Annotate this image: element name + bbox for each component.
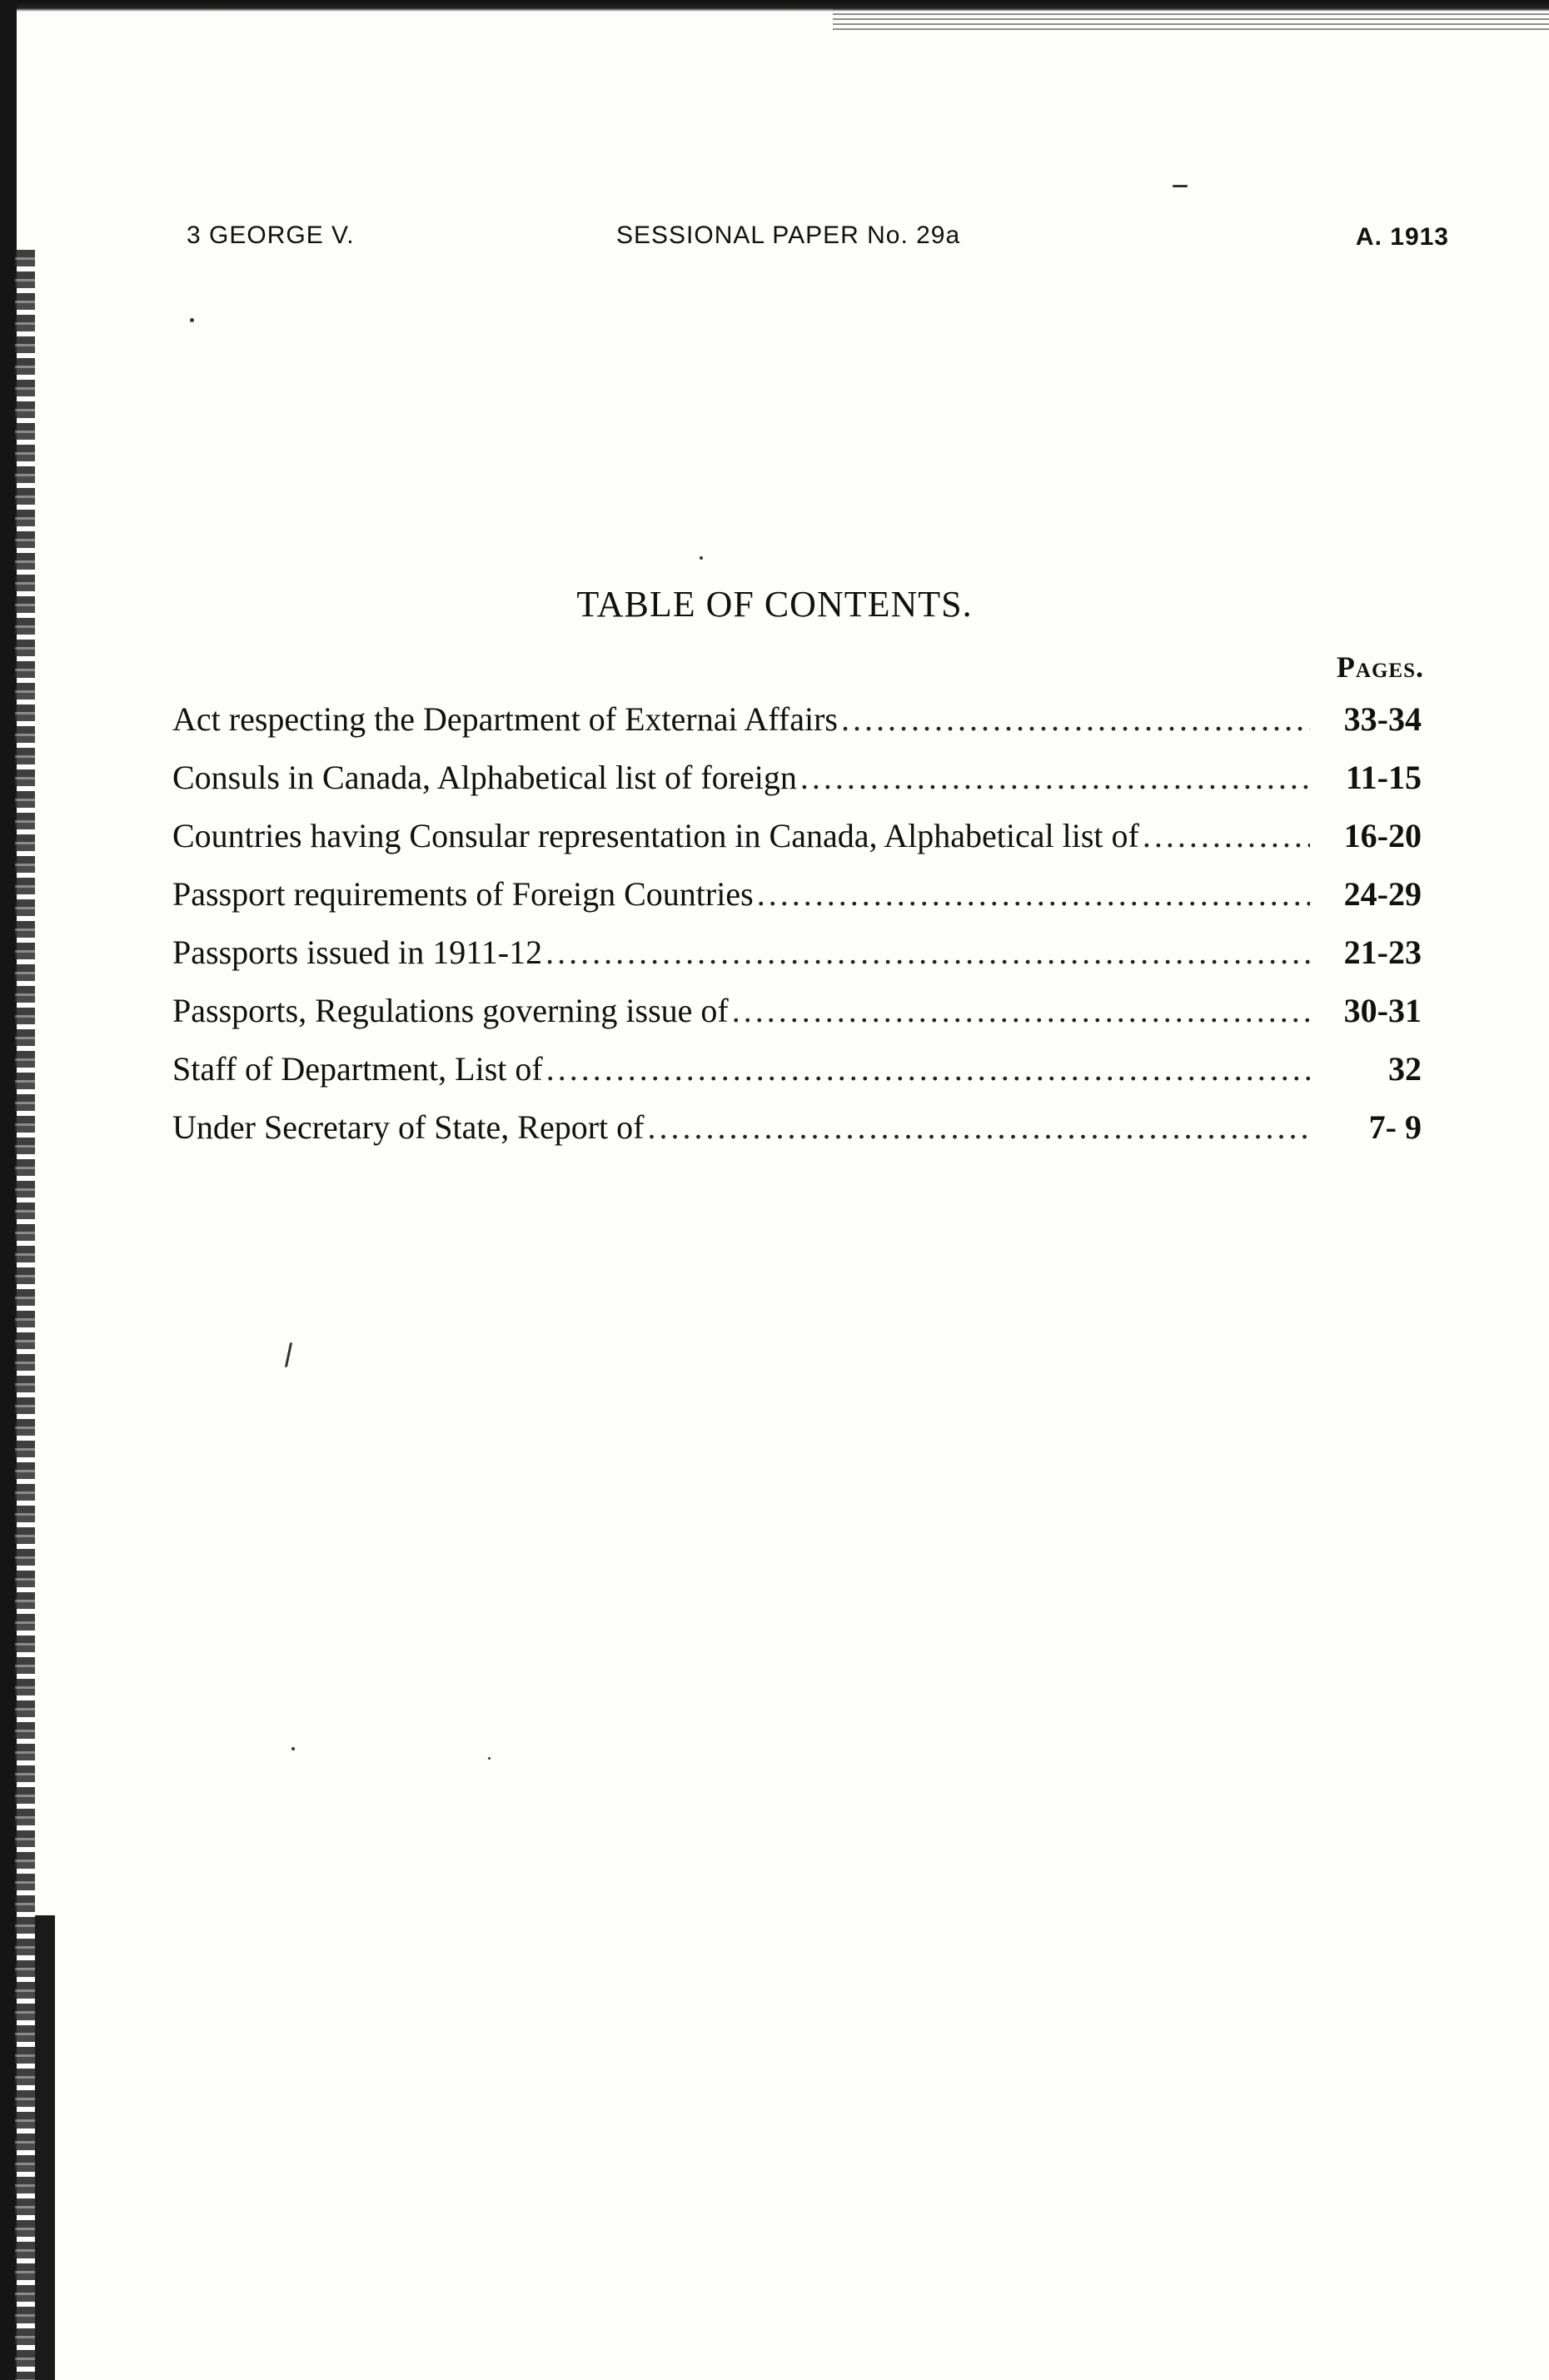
scan-speck [700,556,703,560]
page-title: TABLE OF CONTENTS. [576,584,973,625]
toc-entry-pages: 33-34 [1343,700,1422,738]
scan-speck [1173,185,1188,187]
toc-list [172,700,1422,1166]
dot-leader [545,933,1310,972]
toc-entry-title: Passports issued in 1911-12 [172,934,543,971]
toc-entry-pages: 16-20 [1343,817,1422,854]
scan-speck [488,1757,491,1760]
toc-entry-pages: 30-31 [1343,992,1422,1029]
scan-left-edge [0,0,17,2380]
dot-leader [1143,816,1310,855]
dot-leader [546,1049,1310,1088]
toc-entry [172,1108,1422,1166]
scan-speck [285,1342,292,1367]
scan-top-edge-fade [833,8,1549,33]
dot-leader [841,700,1310,739]
scan-speck [291,1747,295,1750]
running-head-regnal-year: 3 GEORGE V. [187,222,355,249]
toc-entry-pages: 11-15 [1345,759,1422,796]
toc-entry [172,700,1422,758]
dot-leader [732,991,1310,1030]
dot-leader [800,758,1310,797]
scan-left-edge-bottom [35,1915,55,2380]
toc-entry-pages: 21-23 [1343,934,1422,971]
toc-entry-title: Passport requirements of Foreign Countries [172,875,754,913]
toc-entry-title: Under Secretary of State, Report of [172,1108,645,1146]
dot-leader [647,1108,1310,1147]
toc-entry-title: Staff of Department, List of [172,1050,543,1088]
toc-entry [172,874,1422,933]
toc-entry [172,991,1422,1049]
pages-column-header: Pages. [1336,650,1424,684]
dot-leader [757,874,1310,914]
toc-entry-pages: 32 [1388,1050,1422,1088]
running-head-year: A. 1913 [1355,223,1449,251]
toc-entry-title: Passports, Regulations governing issue of [172,992,729,1029]
running-head-sessional-paper: SESSIONAL PAPER No. 29a [616,222,961,249]
toc-entry [172,1049,1422,1108]
toc-entry [172,933,1422,991]
toc-entry-title: Countries having Consular representation in Canada, Alphabetical list of [172,817,1139,854]
toc-entry-title: Act respecting the Department of Externai Affairs [172,700,838,738]
running-head [187,222,1449,255]
scan-left-edge-rough [15,250,35,2380]
toc-entry [172,816,1422,874]
toc-entry-pages: 24-29 [1343,875,1422,913]
scan-speck [190,318,194,322]
toc-entry-title: Consuls in Canada, Alphabetical list of foreign [172,759,797,796]
toc-entry [172,758,1422,816]
toc-entry-pages: 7- 9 [1368,1108,1422,1146]
